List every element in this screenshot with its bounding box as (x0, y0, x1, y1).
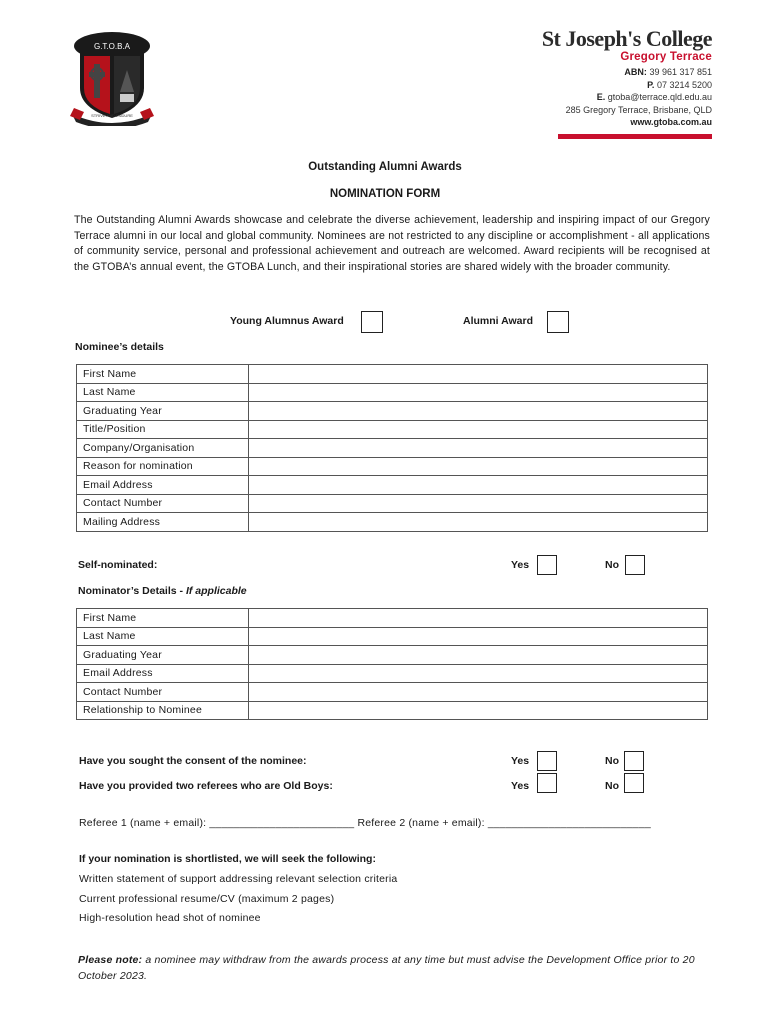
consent-no-checkbox[interactable] (624, 751, 644, 771)
table-row (77, 420, 708, 439)
please-note (78, 952, 718, 984)
nominator-first-name-input[interactable] (249, 609, 708, 628)
referees-yes-label: Yes (511, 780, 530, 792)
field-label: Last Name (77, 383, 249, 402)
company-input[interactable] (249, 439, 708, 458)
nominator-details-table (76, 608, 708, 720)
shortlist-item: Current professional resume/CV (maximum 2 pages) (79, 893, 335, 905)
phone-value: 07 3214 5200 (656, 79, 712, 90)
field-label: Graduating Year (77, 646, 249, 665)
field-label: Contact Number (77, 494, 249, 513)
first-name-input[interactable] (249, 365, 708, 384)
table-row (77, 646, 708, 665)
field-label: Graduating Year (77, 402, 249, 421)
abn-label: ABN: (624, 67, 647, 77)
nominator-heading-note: If applicable (185, 585, 247, 597)
table-row (77, 457, 708, 476)
form-title: Outstanding Alumni Awards (308, 161, 462, 173)
field-label: Company/Organisation (77, 439, 249, 458)
table-row (77, 476, 708, 495)
alumni-award-label: Alumni Award (463, 315, 534, 327)
nominator-graduating-year-input[interactable] (249, 646, 708, 665)
field-label: Mailing Address (77, 513, 249, 532)
referees-yes-checkbox[interactable] (537, 773, 557, 793)
referee-lines[interactable]: Referee 1 (name + email): ________________________ Referee 2 (name + email): ___________________________ (79, 817, 651, 829)
field-label: Reason for nomination (77, 457, 249, 476)
young-alumnus-award-label: Young Alumnus Award (230, 315, 344, 327)
crest-top-text: G.T.O.B.A (93, 42, 131, 51)
referees-no-checkbox[interactable] (624, 773, 644, 793)
reason-input[interactable] (249, 457, 708, 476)
mailing-address-input[interactable] (249, 513, 708, 532)
phone-label: P. (647, 79, 655, 90)
nominator-last-name-input[interactable] (249, 627, 708, 646)
contact-block (566, 66, 712, 129)
title-position-input[interactable] (249, 420, 708, 439)
nominee-heading: Nominee’s details (75, 341, 164, 353)
college-name: St Joseph's College (541, 26, 712, 51)
young-alumnus-award-checkbox[interactable] (361, 311, 383, 333)
field-label: Email Address (77, 476, 249, 495)
shortlist-heading: If your nomination is shortlisted, we will seek the following: (79, 853, 376, 865)
relationship-input[interactable] (249, 701, 708, 720)
college-subname: Gregory Terrace (620, 51, 712, 63)
nominee-details-table (76, 364, 708, 532)
intro-paragraph: The Outstanding Alumni Awards showcase and celebrate the diverse achievement, leadership and inspiring impact of our Gregory Terrace alumni in our local and global community. Nominees are not restricted to any discipline or accomplishment - all applications of community service, personal and professional achievement and outreach are welcomed. Award recipients will be recognised at the GTOBA’s annual event, the GTOBA Lunch, and their inspirational stories are shared widely with the broader community. (74, 214, 710, 273)
table-row (77, 513, 708, 532)
alumni-award-checkbox[interactable] (547, 311, 569, 333)
table-row (77, 609, 708, 628)
email-input[interactable] (249, 476, 708, 495)
field-label: First Name (77, 365, 249, 384)
consent-yes-checkbox[interactable] (537, 751, 557, 771)
table-row (77, 664, 708, 683)
consent-yes-label: Yes (511, 755, 530, 767)
nominator-email-input[interactable] (249, 664, 708, 683)
field-label: First Name (77, 609, 249, 628)
shortlist-item: Written statement of support addressing relevant selection criteria (79, 873, 398, 885)
nominator-contact-number-input[interactable] (249, 683, 708, 702)
table-row (77, 439, 708, 458)
contact-number-input[interactable] (249, 494, 708, 513)
website[interactable]: www.gtoba.com.au (630, 117, 712, 127)
referees-question: Have you provided two referees who are Old Boys: (79, 780, 333, 792)
table-row (77, 383, 708, 402)
consent-question: Have you sought the consent of the nominee: (79, 755, 307, 767)
note-text: a nominee may withdraw from the awards process at any time but must advise the Development Office prior to 20 October 2023. (78, 954, 695, 982)
table-row (77, 627, 708, 646)
note-label: Please note: (78, 954, 143, 966)
self-nominated-no-label: No (605, 559, 619, 571)
self-nominated-yes-checkbox[interactable] (537, 555, 557, 575)
college-crest-logo (70, 30, 154, 126)
header-accent-bar (558, 134, 712, 139)
table-row (77, 365, 708, 384)
self-nominated-no-checkbox[interactable] (625, 555, 645, 575)
shortlist-item: High-resolution head shot of nominee (79, 912, 261, 924)
crest-motto: STRIVE AND ENDURE (91, 113, 133, 118)
table-row (77, 683, 708, 702)
college-name-block (542, 26, 712, 63)
table-row (77, 402, 708, 421)
address: 285 Gregory Terrace, Brisbane, QLD (565, 104, 712, 115)
self-nominated-label: Self-nominated: (78, 559, 158, 571)
graduating-year-input[interactable] (249, 402, 708, 421)
nominator-heading-text: Nominator’s Details - (78, 585, 186, 597)
field-label: Last Name (77, 627, 249, 646)
email-label: E. (596, 92, 606, 102)
last-name-input[interactable] (249, 383, 708, 402)
form-subtitle: NOMINATION FORM (329, 188, 441, 200)
abn-value: 39 961 317 851 (649, 67, 712, 77)
table-row (77, 701, 708, 720)
referees-no-label: No (605, 780, 619, 792)
field-label: Relationship to Nominee (77, 701, 249, 720)
consent-no-label: No (605, 755, 619, 767)
self-nominated-yes-label: Yes (511, 559, 530, 571)
field-label: Email Address (77, 664, 249, 683)
email-value: gtoba@terrace.qld.edu.au (607, 92, 712, 102)
table-row (77, 494, 708, 513)
nominator-heading (78, 585, 247, 597)
field-label: Contact Number (77, 683, 249, 702)
field-label: Title/Position (77, 420, 249, 439)
